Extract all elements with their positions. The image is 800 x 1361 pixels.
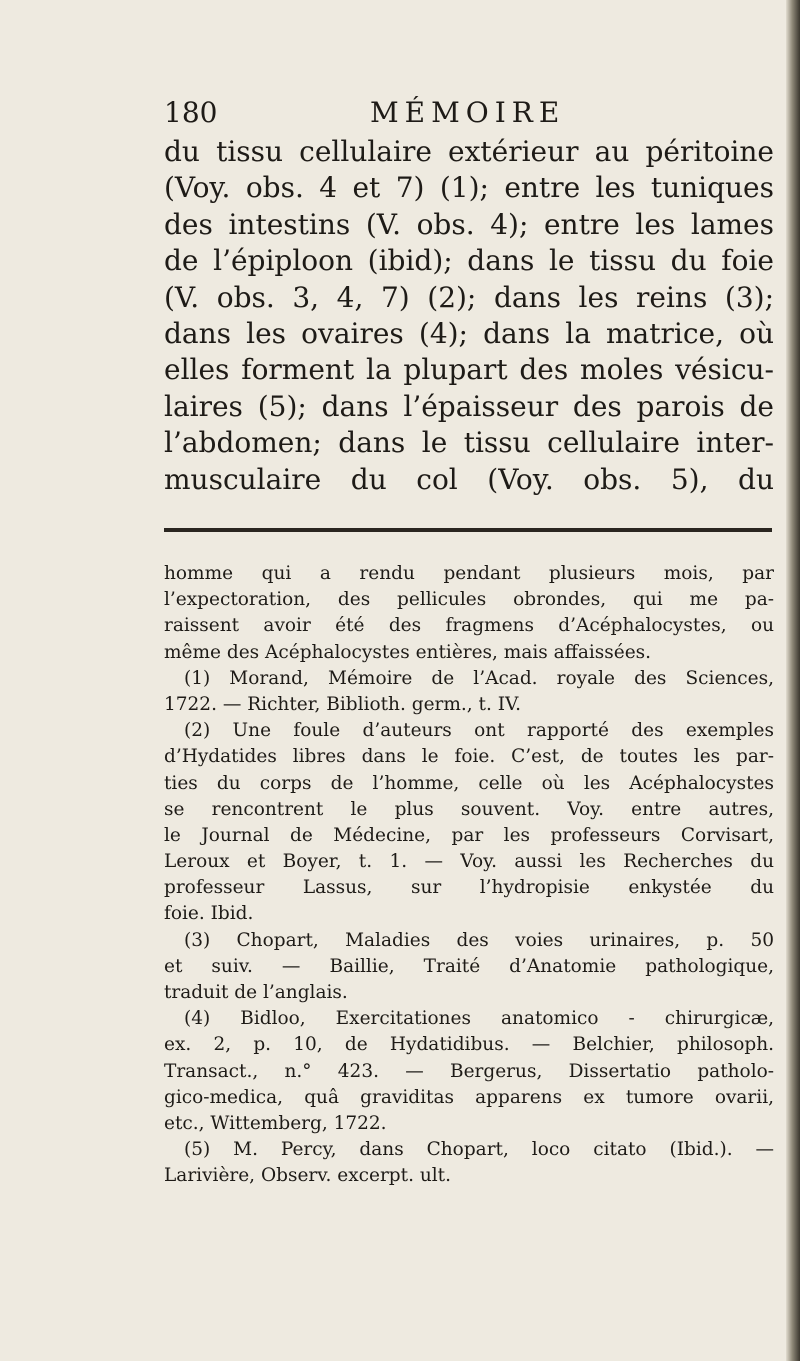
footnote-line: (2) Une foule d’auteurs ont rapporté des exemples [184,720,774,742]
page-header [164,96,774,136]
main-text [164,134,774,498]
footnote-line: (4) Bidloo, Exercitationes anatomico - chirurgicæ, [184,1008,774,1030]
page-number: 180 [164,96,218,129]
text-line: des intestins (V. obs. 4); entre les lames [164,207,774,241]
footnote-line: professeur Lassus, sur l’hydropisie enkystée du [164,877,774,899]
text-line: dans les ovaires (4); dans la matrice, où [164,316,774,350]
footnote-line: (5) M. Percy, dans Chopart, loco citato (Ibid.). — [184,1139,774,1161]
footnote-line: d’Hydatides libres dans le foie. C’est, de toutes les par- [164,746,774,768]
footnote-line: raissent avoir été des fragmens d’Acéphalocystes, ou [164,615,774,637]
text-line: l’abdomen; dans le tissu cellulaire inter- [164,426,774,460]
footnote-line: Larivière, Observ. excerpt. ult. [164,1165,451,1187]
footnote-line: (3) Chopart, Maladies des voies urinaires, p. 50 [184,929,774,951]
text-line: elles forment la plupart des moles vésicu- [164,353,774,387]
footnote-line: le Journal de Médecine, par les professeurs Corvisart, [164,824,774,846]
text-line: laires (5); dans l’épaisseur des parois de [164,389,774,423]
footnote-line: Transact., n.° 423. — Bergerus, Dissertatio patholo- [164,1060,774,1082]
footnote-line: traduit de l’anglais. [164,982,348,1003]
footnote-line: etc., Wittemberg, 1722. [164,1112,387,1134]
text-line: (Voy. obs. 4 et 7) (1); entre les tuniques [164,171,774,205]
running-head: MÉMOIRE [370,96,566,129]
text-line: de l’épiploon (ibid); dans le tissu du foie [164,244,774,278]
footnote-line: 1722. — Richter, Biblioth. germ., t. IV. [164,693,522,715]
footnote-line: l’expectoration, des pellicules obrondes, qui me pa- [164,589,774,611]
footnote-line: se rencontrent le plus souvent. Voy. entre autres, [164,798,774,820]
footnote-line: ties du corps de l’homme, celle où les Acéphalocystes [164,772,774,794]
footnote-line: homme qui a rendu pendant plusieurs mois, par [164,563,774,584]
text-line: du tissu cellulaire extérieur au péritoine [164,135,774,168]
footnote-line: même des Acéphalocystes entières, mais affaissées. [164,641,652,663]
footnote-line: ex. 2, p. 10, de Hydatidibus. — Belchier, philosoph. [164,1034,774,1056]
text-line: (V. obs. 3, 4, 7) (2); dans les reins (3); [164,280,774,314]
text-line: musculaire du col (Voy. obs. 5), du [164,462,774,496]
page-edge [786,0,800,1361]
footnote-separator-rule [164,528,772,532]
footnote-line: et suiv. — Baillie, Traité d’Anatomie pathologique, [164,955,774,977]
footnote-line: foie. Ibid. [164,903,254,925]
footnote-line: gico-medica, quâ graviditas apparens ex tumore ovarii, [164,1086,774,1108]
footnotes [164,561,774,1190]
footnote-line: (1) Morand, Mémoire de l’Acad. royale des Sciences, [184,667,774,689]
footnote-line: Leroux et Boyer, t. 1. — Voy. aussi les Recherches du [164,851,774,873]
